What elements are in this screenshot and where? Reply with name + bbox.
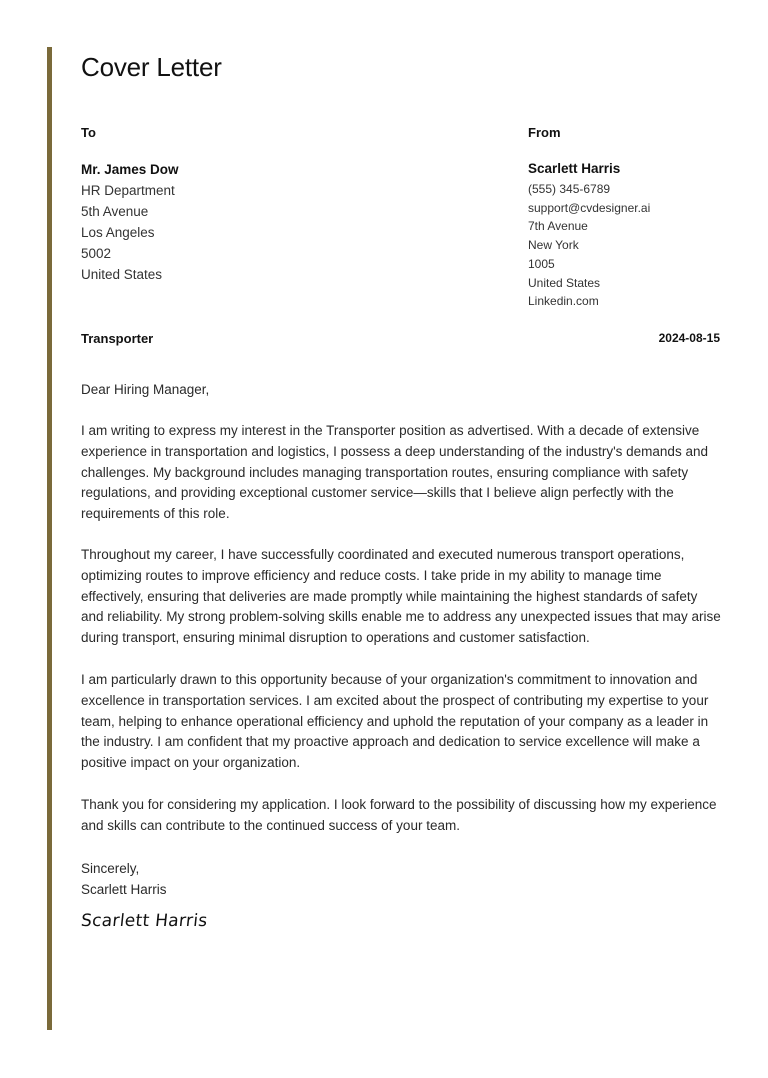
recipient-country: United States [81,267,163,282]
salutation: Dear Hiring Manager, [81,382,210,397]
closing-phrase: Sincerely, [81,861,140,876]
letter-paragraph [81,670,723,774]
recipient-department: HR Department [81,183,175,198]
letter-paragraph [81,545,723,649]
closing-block [81,858,723,900]
signature: Scarlett Harris [79,911,209,931]
letter-paragraph [81,795,723,837]
paragraph-text: I am particularly drawn to this opportunity because of your organization's commitment to innovation and excellence in transportation services. I am excited about the prospect of contributing my expertise to your team, helping to enhance operational efficiency and uphold the reputation of your company as a leader in the industry. I am confident that my proactive approach and dedication to service excellence will make a positive impact on your organization. [81,672,709,771]
sender-email: support@cvdesigner.ai [528,200,651,215]
sender-country: United States [528,275,601,290]
recipient-postal-code: 5002 [81,246,112,261]
recipient-city: Los Angeles [81,225,155,240]
sender-label: From [528,125,561,140]
sender-block [528,159,650,311]
sender-postal-code: 1005 [528,256,555,271]
recipient-street: 5th Avenue [81,204,149,219]
paragraph-text: I am writing to express my interest in the Transporter position as advertised. With a decade of extensive experience in transportation and logistics, I possess a deep understanding of the industry's demands and challenges. My background includes managing transportation routes, ensuring compliance with safety regulations, and providing exceptional customer service—skills that I believe align perfectly with the requirements of this role. [81,423,708,522]
closing-name: Scarlett Harris [81,882,167,897]
job-title: Transporter [81,331,154,346]
sender-name: Scarlett Harris [528,161,621,176]
accent-bar [47,47,52,1030]
letter-date: 2024-08-15 [658,331,720,345]
paragraph-text: Throughout my career, I have successfully coordinated and executed numerous transport operations, optimizing routes to improve efficiency and reduce costs. I take pride in my ability to manage time effectively, ensuring that deliveries are made promptly while maintaining the highest standards of safety and reliability. My strong problem-solving skills enable me to address any unexpected issues that may arise during transport, ensuring minimal disruption to operations and customer satisfaction. [81,547,721,646]
sender-phone: (555) 345-6789 [528,182,611,196]
sender-street: 7th Avenue [528,219,588,234]
page-title: Cover Letter [81,52,222,82]
recipient-name: Mr. James Dow [81,162,179,177]
sender-linkedin: Linkedin.com [528,294,599,309]
recipient-label: To [81,125,96,140]
recipient-block [81,159,179,285]
paragraph-text: Thank you for considering my application. I look forward to the possibility of discussing how my experience and skills can contribute to the continued success of your team. [81,797,717,833]
sender-city: New York [528,238,579,253]
letter-paragraph [81,421,723,525]
